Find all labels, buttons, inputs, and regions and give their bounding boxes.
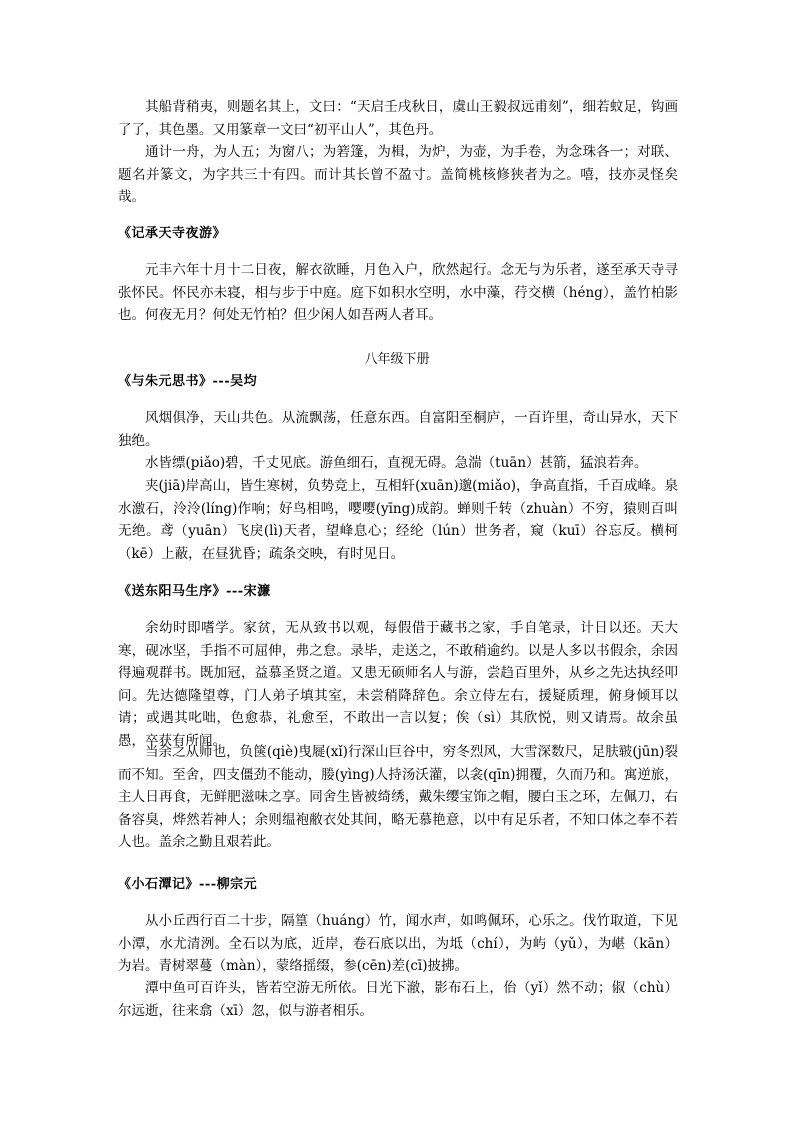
paragraph-yuzhuyuansi-2: 水皆缥(piǎo)碧，千丈见底。游鱼细石，直视无碍。急湍（tuān）甚箭，猛浪若奔。: [145, 455, 648, 471]
title-songdongyang: 《送东阳马生序》---宋濂: [118, 584, 271, 599]
paragraph-songdongyang-1: 余幼时即嗜学。家贫，无从致书以观，每假借于藏书之家，手自笔录，计日以还。天大寒，砚冰坚，手指不可屈伸，弗之怠。录毕，走送之，不敢稍逾约。以是人多以书假余，余因得遍观群书。既加冠，益慕圣贤之道。又患无硕师名人与游，尝趋百里外，从乡之先达执经叩问。先达德隆望尊，门人弟子填其室，未尝稍降辞色。余立侍左右，援疑质理，俯身倾耳以请；或遇其叱咄，色愈恭，礼愈至，不敢出一言以复；俟（sì）其欣悦，则又请焉。故余虽愚，卒获有所闻。: [118, 620, 678, 749]
title-chengtiansi: 《记承天寺夜游》: [118, 226, 227, 241]
paragraph-hediao-1: 其船背稍夷，则题名其上，文曰：“天启壬戌秋日，虞山王毅叔远甫刻”，细若蚊足，钩画了了，其色墨。又用篆章一文曰“初平山人”，其色丹。: [118, 99, 678, 138]
section-heading: 八年级下册: [364, 352, 430, 367]
paragraph-yuzhuyuansi-3: 夹(jiā)岸高山，皆生寒树，负势竞上，互相轩(xuān)邈(miǎo)，争高直指，千百成峰。泉水激石，泠泠(líng)作响；好鸟相鸣，嘤嘤(yīng)成韵。蝉则千转（zhuàn）不穷，猿则百叫无绝。鸢（yuān）飞戾(lì)天者，望峰息心；经纶（lún）世务者，窥（kuī）谷忘反。横柯（kē）上蔽，在昼犹昏；疏条交映，有时见日。: [118, 478, 678, 562]
paragraph-hediao-2: 通计一舟，为人五；为窗八；为箬篷，为楫，为炉，为壶，为手卷，为念珠各一；对联、题名并篆文，为字共三十有四。而计其长曾不盈寸。盖简桃核修狭者为之。嘻，技亦灵怪矣哉。: [118, 144, 678, 206]
title-xiaoshitan: 《小石潭记》---柳宗元: [118, 877, 258, 892]
paragraph-xiaoshitan-2: 潭中鱼可百许头，皆若空游无所依。日光下澈，影布石上，佁（yǐ）然不动；俶（chù）尔远逝，往来翕（xī）忽，似与游者相乐。: [118, 980, 678, 1019]
title-yuzhuyuansi: 《与朱元思书》---吴均: [118, 374, 258, 389]
paragraph-chengtiansi: 元丰六年十月十二日夜，解衣欲睡，月色入户，欣然起行。念无与为乐者，遂至承天寺寻张怀民。怀民亦未寝，相与步于中庭。庭下如积水空明，水中藻，荇交横（héng），盖竹柏影也。何夜无月？何处无竹柏？但少闲人如吾两人者耳。: [118, 262, 678, 324]
paragraph-xiaoshitan-1: 从小丘西行百二十步，隔篁（huáng）竹，闻水声，如鸣佩环，心乐之。伐竹取道，下见小潭，水尤清洌。全石以为底，近岸，卷石底以出，为坻（chí），为屿（yǔ），为嵁（kān）为岩。青树翠蔓（màn），蒙络摇缀，参(cēn)差(cī)披拂。: [118, 913, 678, 975]
paragraph-yuzhuyuansi-1: 风烟俱净，天山共色。从流飘荡，任意东西。自富阳至桐庐，一百许里，奇山异水，天下独绝。: [118, 410, 678, 449]
paragraph-songdongyang-2: 当余之从师也，负箧(qiè)曳屣(xǐ)行深山巨谷中，穷冬烈风，大雪深数尺，足肤皲(jūn)裂而不知。至舍，四支僵劲不能动，媵(yìng)人持汤沃灌，以衾(qīn)拥覆，久而乃和。寓逆旅，主人日再食，无鲜肥滋味之享。同舍生皆被绮绣，戴朱缨宝饰之帽，腰白玉之环，左佩刀，右备容臭，烨然若神人；余则缊袍敝衣处其间，略无慕艳意，以中有足乐者，不知口体之奉不若人也。盖余之勤且艰若此。: [118, 744, 678, 851]
